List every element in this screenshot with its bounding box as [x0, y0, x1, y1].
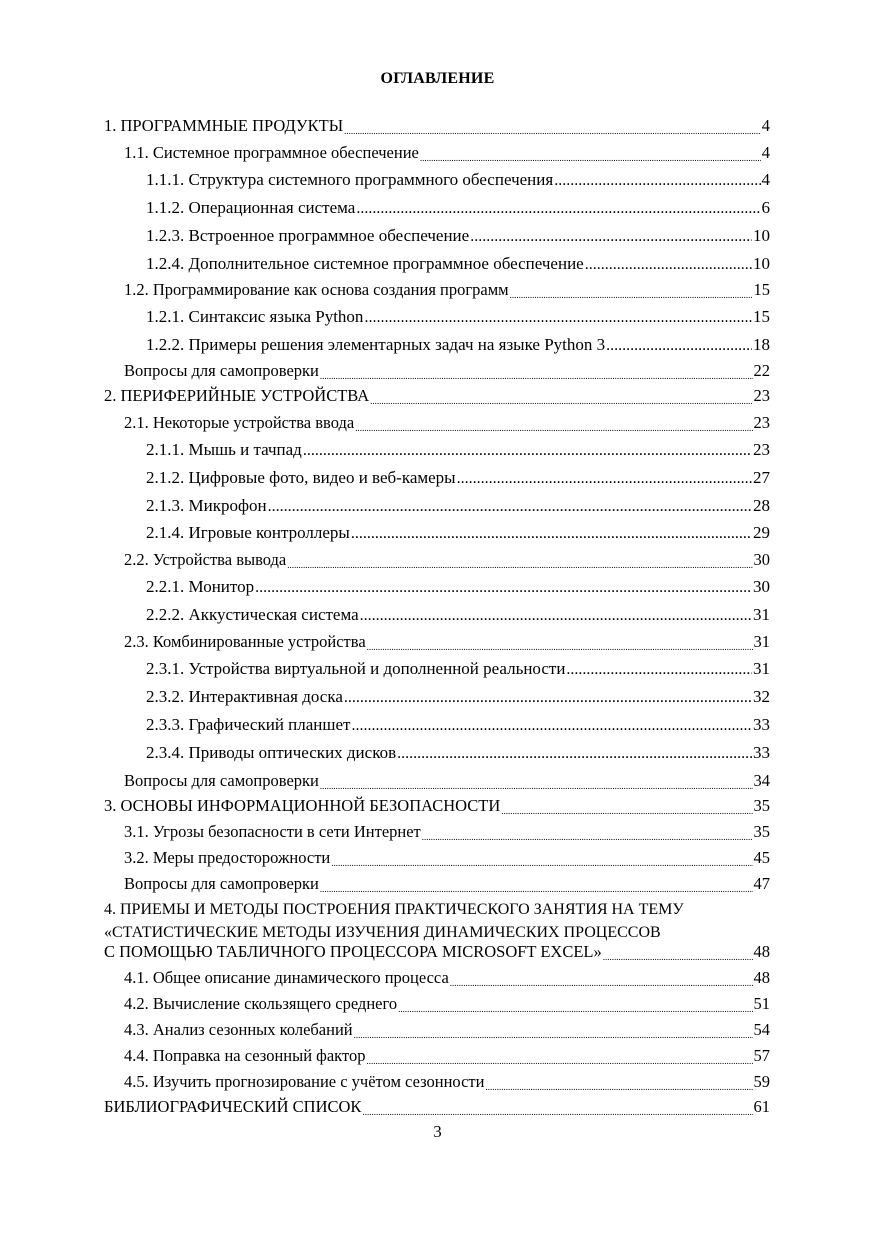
toc-entry-4-5[interactable] [124, 1072, 770, 1092]
toc-entry-page: 32 [753, 687, 770, 706]
toc-entry-label: 1.2.2. Примеры решения элементарных задач на языке Python 3 [146, 335, 606, 354]
toc-entry-label: 4.1. Общее описание динамического процесса [124, 968, 449, 987]
toc-entry-2-3-1[interactable] [146, 659, 770, 679]
toc-entry-label: 2.1.2. Цифровые фото, видео и веб-камеры [146, 468, 456, 487]
toc-entry-label: 1.2.1. Синтаксис языка Python [146, 307, 364, 326]
toc-entry-label: 2.3.4. Приводы оптических дисков [146, 743, 397, 762]
toc-entry-label: Вопросы для самопроверки [124, 361, 319, 380]
toc-entry-2-3-4[interactable] [146, 743, 770, 763]
toc-entry-2-1-3[interactable] [146, 496, 770, 516]
toc-entry-label: 1.2.3. Встроенное программное обеспечение [146, 226, 470, 245]
toc-entry-page: 48 [753, 968, 770, 987]
toc-entry-1[interactable] [104, 116, 770, 136]
toc-entry-page: 10 [753, 226, 770, 245]
toc-entry-label: 2.1. Некоторые устройства ввода [124, 413, 355, 432]
toc-entry-page: 57 [753, 1046, 770, 1065]
toc-entry-page: 47 [753, 874, 770, 893]
toc-entry-label: 2.1.4. Игровые контроллеры [146, 523, 350, 542]
toc-entry-2[interactable] [104, 386, 770, 406]
toc-entry-page: 35 [753, 822, 770, 841]
toc-entry-label: 1.1. Системное программное обеспечение [124, 143, 419, 162]
toc-entry-page: 30 [753, 550, 770, 569]
toc-entry-page: 15 [753, 280, 770, 299]
toc-entry-1-2-4[interactable] [146, 254, 770, 274]
toc-entry-1-2-1[interactable] [146, 307, 770, 327]
toc-entry-page: 45 [753, 848, 770, 867]
toc-entry-page: 23 [753, 413, 770, 432]
toc-entry-4-heading[interactable] [104, 898, 770, 944]
toc-entry-page: 28 [753, 496, 770, 515]
toc-entry-page: 4 [761, 116, 770, 135]
toc-entry-page: 31 [753, 632, 770, 651]
toc-entry-questions-3[interactable] [124, 874, 770, 894]
toc-entry-page: 48 [753, 942, 770, 961]
toc-entry-label: 2.1.1. Мышь и тачпад [146, 440, 302, 459]
toc-entry-page: 6 [761, 198, 770, 217]
toc-entry-page: 10 [753, 254, 770, 273]
toc-entry-label: 2.2.2. Аккустическая система [146, 605, 359, 624]
toc-entry-label: 1.2. Программирование как основа создания программ [124, 280, 509, 299]
toc-entry-bibliography[interactable] [104, 1097, 770, 1117]
toc-entry-page: 18 [753, 335, 770, 354]
toc-entry-label: 4.4. Поправка на сезонный фактор [124, 1046, 366, 1065]
toc-entry-2-3[interactable] [124, 632, 770, 652]
toc-entry-4[interactable] [104, 942, 770, 962]
toc-entry-label: 2. ПЕРИФЕРИЙНЫЕ УСТРОЙСТВА [104, 386, 370, 405]
toc-entry-label-line2: «СТАТИСТИЧЕСКИЕ МЕТОДЫ ИЗУЧЕНИЯ ДИНАМИЧЕСКИХ ПРОЦЕССОВ [104, 924, 661, 941]
toc-entry-label: 3.2. Меры предосторожности [124, 848, 331, 867]
toc-entry-label: 2.2. Устройства вывода [124, 550, 287, 569]
toc-entry-2-1-1[interactable] [146, 440, 770, 460]
page-number: 3 [433, 1122, 442, 1141]
toc-entry-4-4[interactable] [124, 1046, 770, 1066]
toc-entry-4-3[interactable] [124, 1020, 770, 1040]
toc-entry-page: 15 [753, 307, 770, 326]
toc-entry-page: 22 [753, 361, 770, 380]
toc-entry-label: 2.3. Комбинированные устройства [124, 632, 366, 651]
toc-entry-1-2[interactable] [124, 280, 770, 300]
toc-entry-label: 1.2.4. Дополнительное системное программное обеспечение [146, 254, 584, 273]
toc-entry-label: 1.1.2. Операционная система [146, 198, 356, 217]
toc-entry-label-line1: 4. ПРИЕМЫ И МЕТОДЫ ПОСТРОЕНИЯ ПРАКТИЧЕСКОГО ЗАНЯТИЯ НА ТЕМУ [104, 901, 684, 918]
toc-entry-3-1[interactable] [124, 822, 770, 842]
toc-entry-page: 59 [753, 1072, 770, 1091]
toc-entry-label: 3. ОСНОВЫ ИНФОРМАЦИОННОЙ БЕЗОПАСНОСТИ [104, 796, 501, 815]
toc-entry-label: 4.2. Вычисление скользящего среднего [124, 994, 398, 1013]
toc-entry-page: 23 [753, 386, 770, 405]
toc-entry-1-2-2[interactable] [146, 335, 770, 355]
toc-entry-2-1[interactable] [124, 413, 770, 433]
toc-entry-page: 33 [753, 715, 770, 734]
toc-entry-page: 4 [761, 143, 770, 162]
toc-entry-page: 31 [753, 659, 770, 678]
toc-entry-label: 1. ПРОГРАММНЫЕ ПРОДУКТЫ [104, 116, 344, 135]
toc-entry-4-1[interactable] [124, 968, 770, 988]
toc-entry-2-2[interactable] [124, 550, 770, 570]
toc-entry-2-3-2[interactable] [146, 687, 770, 707]
toc-entry-2-1-2[interactable] [146, 468, 770, 488]
toc-entry-label: С ПОМОЩЬЮ ТАБЛИЧНОГО ПРОЦЕССОРА MICROSOFT EXCEL» [104, 942, 602, 961]
toc-entry-label: 2.1.3. Микрофон [146, 496, 267, 515]
toc-entry-questions-2[interactable] [124, 771, 770, 791]
toc-entry-label: 4.3. Анализ сезонных колебаний [124, 1020, 353, 1039]
toc-entry-page: 31 [753, 605, 770, 624]
toc-entry-label: 1.1.1. Структура системного программного обеспечения [146, 170, 554, 189]
toc-entry-2-3-3[interactable] [146, 715, 770, 735]
toc-entry-label: 2.3.2. Интерактивная доска [146, 687, 343, 706]
toc-entry-4-2[interactable] [124, 994, 770, 1014]
toc-entry-page: 30 [753, 577, 770, 596]
toc-entry-2-1-4[interactable] [146, 523, 770, 543]
toc-entry-1-1[interactable] [124, 143, 770, 163]
toc-entry-label: 4.5. Изучить прогнозирование с учётом сезонности [124, 1072, 485, 1091]
toc-entry-page: 61 [753, 1097, 770, 1116]
toc-entry-1-1-1[interactable] [146, 170, 770, 190]
toc-entry-page: 23 [753, 440, 770, 459]
toc-entry-page: 4 [761, 170, 770, 189]
toc-entry-label: БИБЛИОГРАФИЧЕСКИЙ СПИСОК [104, 1097, 362, 1116]
toc-entry-3[interactable] [104, 796, 770, 816]
toc-entry-label: 3.1. Угрозы безопасности в сети Интернет [124, 822, 421, 841]
toc-entry-1-1-2[interactable] [146, 198, 770, 218]
toc-entry-label: 2.3.1. Устройства виртуальной и дополненной реальности [146, 659, 566, 678]
toc-entry-2-2-1[interactable] [146, 577, 770, 597]
toc-entry-label: 2.3.3. Графический планшет [146, 715, 351, 734]
page-title: ОГЛАВЛЕНИЕ [380, 70, 495, 87]
toc-entry-page: 33 [753, 743, 770, 762]
toc-entry-page: 51 [753, 994, 770, 1013]
toc-entry-page: 29 [753, 523, 770, 542]
toc-entry-label: Вопросы для самопроверки [124, 874, 319, 893]
toc-entry-3-2[interactable] [124, 848, 770, 868]
toc-entry-2-2-2[interactable] [146, 605, 770, 625]
toc-entry-page: 34 [753, 771, 770, 790]
toc-entry-1-2-3[interactable] [146, 226, 770, 246]
toc-entry-page: 27 [753, 468, 770, 487]
toc-entry-label: 2.2.1. Монитор [146, 577, 255, 596]
toc-entry-label: Вопросы для самопроверки [124, 771, 319, 790]
toc-entry-questions-1[interactable] [124, 361, 770, 381]
toc-entry-page: 35 [753, 796, 770, 815]
toc-entry-page: 54 [753, 1020, 770, 1039]
